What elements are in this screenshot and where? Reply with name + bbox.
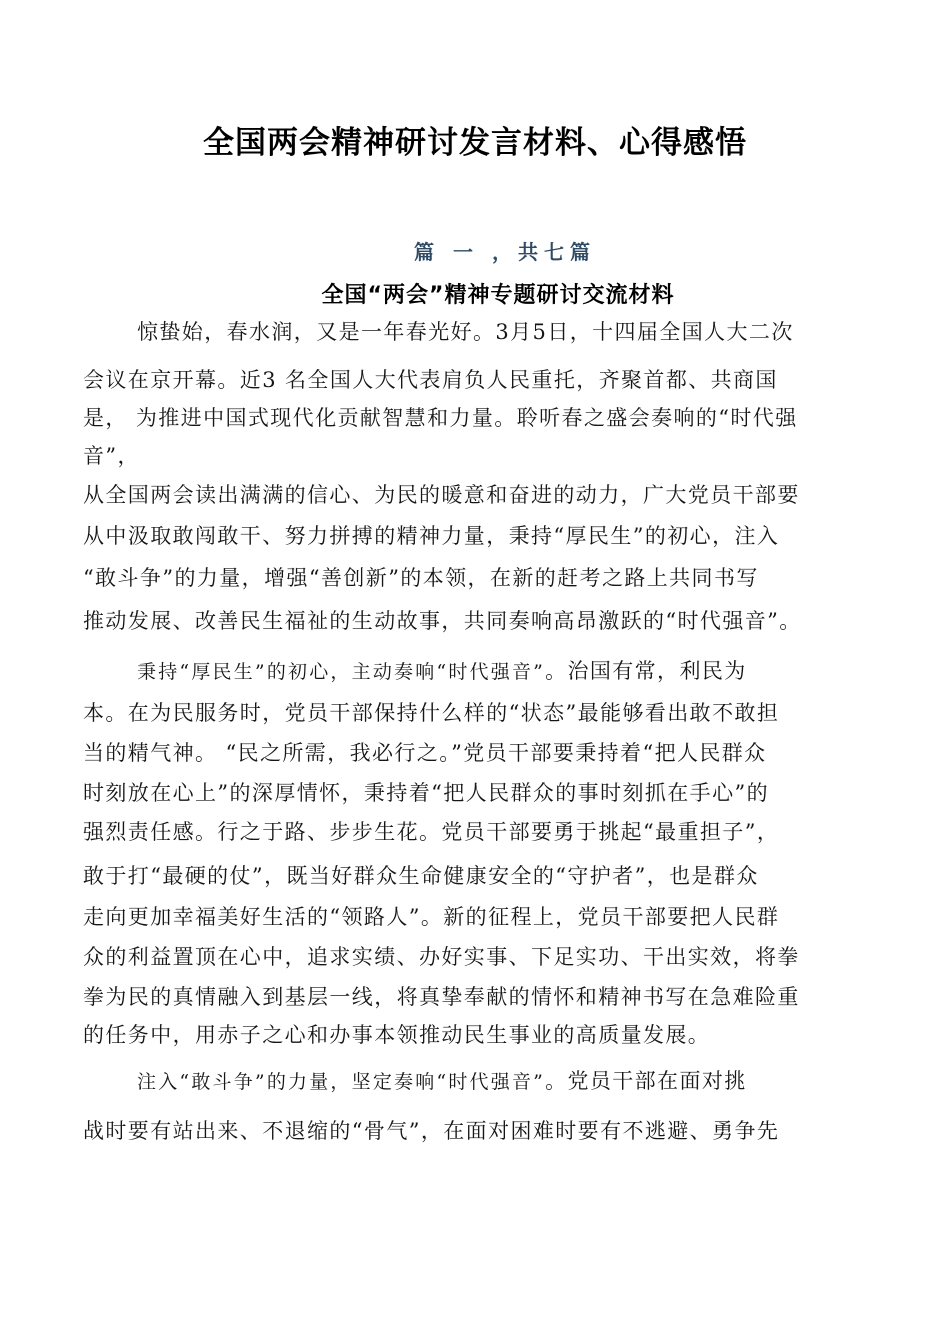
paragraph-line: 拳为民的真情融入到基层一线，将真挚奉献的情怀和精神书写在急难险重: [83, 985, 800, 1009]
section-label: 篇 一 ，共七篇: [414, 240, 596, 264]
paragraph-text: 。党员干部在面对挑: [545, 1069, 747, 1093]
section-subtitle: 全国“两会”精神专题研讨交流材料: [321, 283, 675, 308]
paragraph-line: 众的利益置顶在心中，追求实绩、办好实事、下足实功、干出实效，将拳: [83, 945, 800, 969]
paragraph-line: [137, 657, 747, 686]
paragraph-line: [137, 1067, 747, 1096]
paragraph-line: 是， 为推进中国式现代化贡献智慧和力量。聆听春之盛会奏响的“时代强: [83, 406, 798, 430]
emphasis-heading: 注入“敢斗争”的力量，坚定奏响“时代强音”: [137, 1071, 546, 1093]
paragraph-line: 时刻放在心上”的深厚情怀，秉持着“把人民群众的事时刻抓在手心”的: [83, 781, 770, 805]
paragraph-line: 敢于打“最硬的仗”，既当好群众生命健康安全的“守护者”，也是群众: [83, 864, 759, 888]
paragraph-line: 走向更加幸福美好生活的“领路人”。新的征程上，党员干部要把人民群: [83, 905, 780, 929]
paragraph-line: 从全国两会读出满满的信心、为民的暖意和奋进的动力，广大党员干部要: [83, 483, 800, 507]
paragraph-line: “敢斗争”的力量，增强“善创新”的本领，在新的赶考之路上共同书写: [83, 566, 759, 590]
paragraph-line: 的任务中，用赤子之心和办事本领推动民生事业的高质量发展。: [83, 1023, 711, 1047]
paragraph-line: 当的精气神。 “民之所需，我必行之。”党员干部要秉持着“把人民群众: [83, 741, 767, 765]
document-title: 全国两会精神研讨发言材料、心得感悟: [203, 125, 747, 161]
paragraph-line: 惊蛰始，春水润，又是一年春光好。3月5日，十四届全国人大二次: [137, 320, 794, 344]
paragraph-line: 音”，: [83, 444, 140, 468]
paragraph-line: 本。在为民服务时，党员干部保持什么样的“状态”最能够看出敢不敢担: [83, 701, 780, 725]
paragraph-line: 推动发展、改善民生福祉的生动故事，共同奏响高昂激跃的“时代强音”。: [83, 609, 802, 633]
paragraph-text: 。治国有常，利民为: [545, 659, 747, 683]
paragraph-line: 会议在京开幕。近3 名全国人大代表肩负人民重托，齐聚首都、共商国: [83, 368, 778, 392]
paragraph-line: 强烈责任感。行之于路、步步生花。党员干部要勇于挑起“最重担子”，: [83, 820, 780, 844]
emphasis-heading: 秉持“厚民生”的初心，主动奏响“时代强音”: [137, 661, 546, 683]
paragraph-line: 战时要有站出来、不退缩的“骨气”，在面对困难时要有不逃避、勇争先: [83, 1119, 780, 1143]
paragraph-line: 从中汲取敢闯敢干、努力拼搏的精神力量，秉持“厚民生”的初心，注入: [83, 524, 780, 548]
